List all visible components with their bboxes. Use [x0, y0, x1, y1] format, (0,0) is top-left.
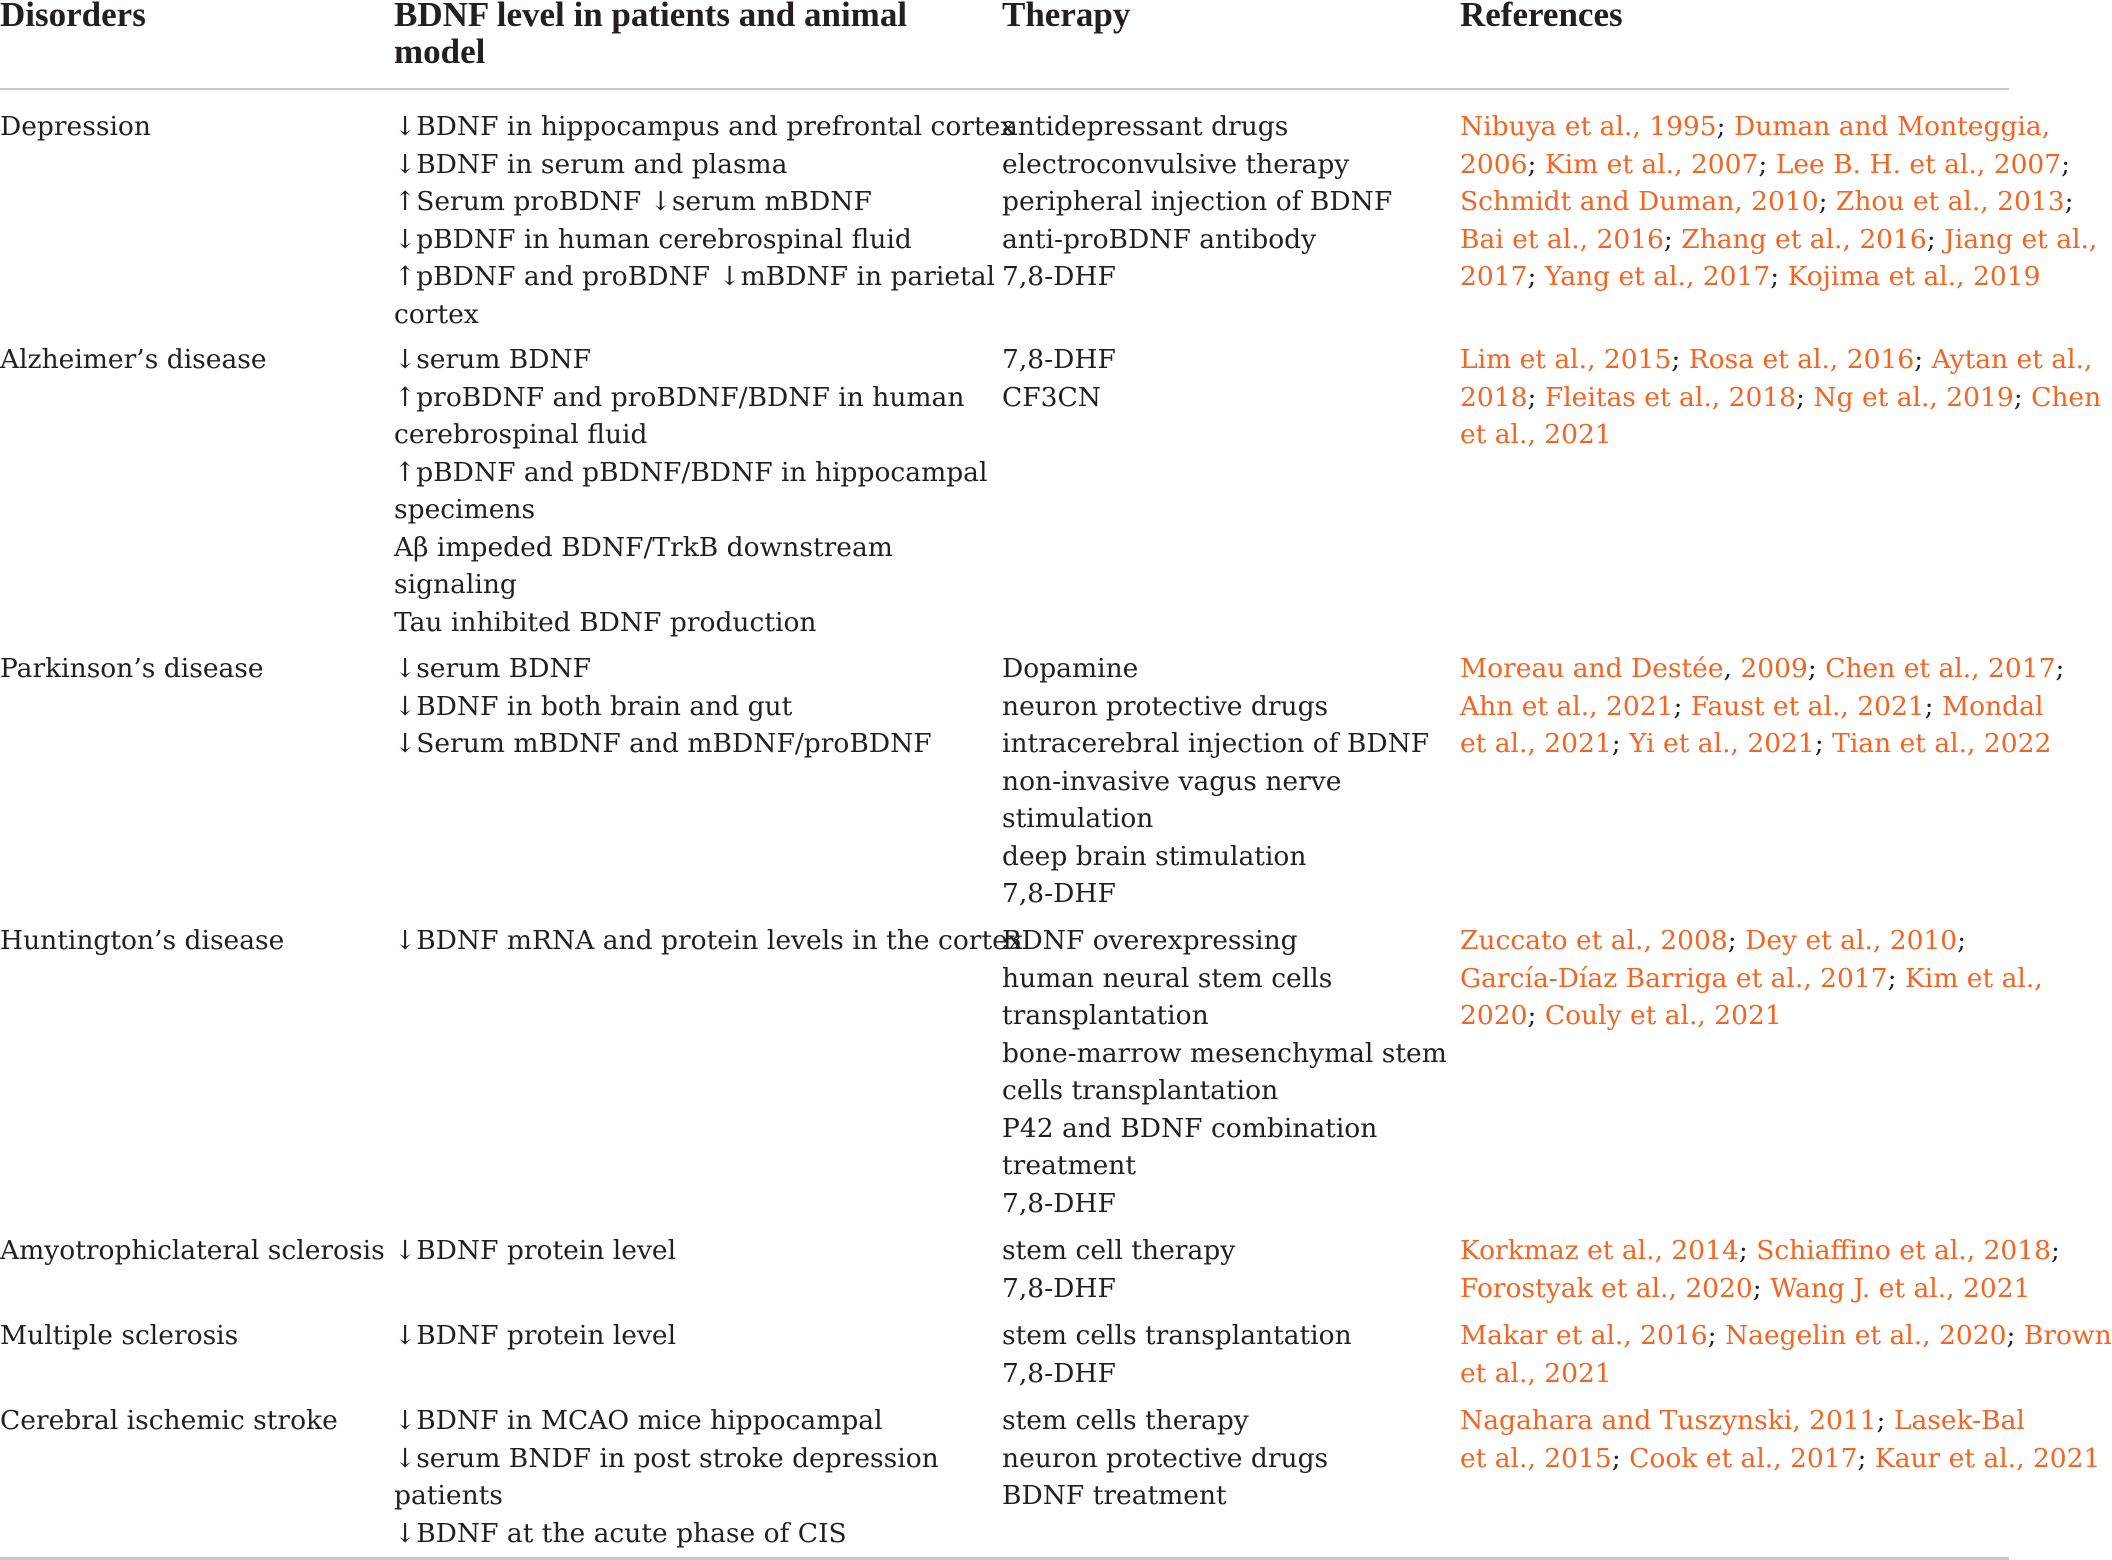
references-line: [1460, 650, 2065, 688]
bdnf-level-cell: [394, 650, 984, 763]
reference-separator: ;: [1527, 148, 1545, 180]
reference-link[interactable]: et al., 2021: [1460, 728, 1612, 759]
reference-separator: ;: [1727, 925, 1746, 956]
bdnf-level-cell-line: ↓BDNF protein level: [394, 1320, 677, 1351]
reference-link[interactable]: Zuccato et al., 2008: [1460, 925, 1728, 956]
references-line: [1460, 997, 2009, 1035]
therapy-cell-line: deep brain stimulation: [1002, 840, 1307, 872]
reference-link[interactable]: Dey et al., 2010: [1745, 925, 1958, 956]
reference-link[interactable]: Schiaffino et al., 2018: [1756, 1235, 2052, 1266]
therapy-cell-line: neuron protective drugs: [1002, 1442, 1329, 1474]
therapy-cell-line: stem cells therapy: [1002, 1405, 1249, 1436]
reference-link[interactable]: et al., 2015: [1460, 1442, 1612, 1474]
disorder-cell: Huntington’s disease: [0, 925, 285, 956]
therapy-cell: [1002, 650, 1457, 913]
reference-link[interactable]: Forostyak et al., 2020: [1460, 1272, 1753, 1304]
therapy-cell-line: antidepressant drugs: [1002, 111, 1289, 142]
reference-link[interactable]: Naegelin et al., 2020: [1724, 1320, 2007, 1351]
reference-separator: ;: [1673, 690, 1691, 722]
bdnf-level-cell-line: Aβ impeded BDNF/TrkB downstream: [394, 531, 893, 563]
therapy-cell-line: BDNF overexpressing: [1002, 925, 1298, 956]
therapy-cell-line: non-invasive vagus nerve: [1002, 765, 1342, 797]
references-line: [1460, 688, 2044, 726]
disorder-cell: Amyotrophiclateral sclerosis: [0, 1235, 385, 1266]
reference-link[interactable]: Kojima et al., 2019: [1787, 261, 2041, 292]
disorder-cell: Parkinson’s disease: [0, 653, 264, 684]
therapy-cell-line: stem cell therapy: [1002, 1235, 1236, 1266]
reference-link[interactable]: Brown: [2023, 1320, 2112, 1351]
bdnf-level-cell-line: ↓serum BDNF: [394, 653, 592, 684]
reference-separator: ;: [1716, 111, 1735, 142]
reference-link[interactable]: 2017: [1460, 261, 1528, 292]
header-bdnf-level: [394, 0, 907, 70]
therapy-cell-line: Dopamine: [1002, 653, 1139, 684]
bdnf-level-cell-line: signaling: [394, 569, 517, 600]
reference-separator: ,: [1723, 653, 1741, 684]
reference-link[interactable]: Kim et al., 2007: [1544, 148, 1759, 180]
bdnf-level-cell-line: ↑proBDNF and proBDNF/BDNF in human: [394, 381, 965, 413]
therapy-cell-line: P42 and BDNF combination: [1002, 1112, 1378, 1144]
table-header: [0, 0, 2009, 90]
reference-link[interactable]: Nibuya et al.,: [1460, 111, 1650, 142]
bdnf-level-cell-line: ↓Serum mBDNF and mBDNF/proBDNF: [394, 728, 932, 759]
bdnf-level-cell-line: ↑pBDNF and pBDNF/BDNF in hippocampal: [394, 456, 988, 488]
therapy-cell-line: treatment: [1002, 1150, 1136, 1181]
therapy-cell: [1002, 1232, 1457, 1307]
reference-link[interactable]: Zhang et al., 2016: [1681, 223, 1927, 255]
reference-link[interactable]: Ng et al., 2019: [1813, 381, 2014, 413]
reference-link[interactable]: Jiang et al.,: [1944, 223, 2098, 255]
reference-separator: ;: [1671, 344, 1689, 375]
reference-link[interactable]: Faust et al., 2021: [1690, 690, 1925, 722]
reference-link[interactable]: Wang J. et al., 2021: [1770, 1272, 2031, 1304]
disorder-cell: Depression: [0, 111, 151, 142]
reference-link[interactable]: Ahn et al., 2021: [1460, 690, 1674, 722]
reference-separator: ;: [1807, 653, 1826, 684]
therapy-cell-line: anti-proBDNF antibody: [1002, 223, 1317, 255]
references-cell: [1460, 922, 2043, 1035]
references-line: [1460, 341, 2093, 379]
therapy-cell-line: cells transplantation: [1002, 1075, 1279, 1106]
references-cell: [1460, 1317, 2112, 1392]
therapy-cell-line: CF3CN: [1002, 381, 1101, 413]
reference-link[interactable]: Chen: [2031, 381, 2102, 413]
therapy-cell-line: electroconvulsive therapy: [1002, 148, 1350, 180]
bdnf-level-cell-line: specimens: [394, 494, 536, 525]
reference-separator: ;: [1738, 1235, 1757, 1266]
reference-link[interactable]: Makar et al., 2016: [1460, 1320, 1708, 1351]
references-cell: [1460, 650, 2065, 763]
therapy-cell: [1002, 1317, 1457, 1392]
bdnf-level-cell: [394, 1232, 984, 1270]
reference-link[interactable]: Rosa et al., 2016: [1688, 344, 1915, 375]
reference-link[interactable]: Tian et al., 2022: [1832, 728, 2052, 759]
bdnf-level-cell-line: ↓BDNF in MCAO mice hippocampal: [394, 1405, 883, 1436]
therapy-cell-line: bone-marrow mesenchymal stem: [1002, 1037, 1447, 1069]
bdnf-level-cell-line: ↓BDNF in hippocampus and prefrontal cortex: [394, 111, 1016, 142]
bdnf-level-cell-line: ↓serum BNDF in post stroke depression: [394, 1442, 939, 1474]
reference-separator: ;: [1663, 223, 1682, 255]
reference-separator: ;: [1957, 925, 1967, 956]
reference-link[interactable]: 2020: [1460, 1000, 1528, 1031]
reference-link[interactable]: Lee B. H. et al., 2007: [1775, 148, 2062, 180]
reference-link[interactable]: Chen et al., 2017: [1825, 653, 2056, 684]
header-references: References: [1460, 0, 1623, 34]
reference-separator: ;: [1876, 1405, 1894, 1436]
reference-separator: ;: [1707, 1320, 1725, 1351]
reference-link[interactable]: Cook et al., 2017: [1629, 1442, 1858, 1474]
references-cell: [1460, 1232, 2060, 1307]
reference-separator: ;: [1527, 381, 1545, 413]
reference-link[interactable]: 2009: [1740, 653, 1808, 684]
reference-link[interactable]: 1995: [1649, 111, 1717, 142]
reference-link[interactable]: 2006: [1460, 148, 1528, 180]
reference-link[interactable]: Couly et al., 2021: [1544, 1000, 1782, 1031]
header-bdnf-line: BDNF level in patients and animal: [394, 0, 908, 34]
reference-separator: ;: [1857, 1442, 1875, 1474]
reference-link[interactable]: Moreau and Destée: [1460, 653, 1724, 684]
references-line: [1460, 108, 2051, 146]
reference-separator: ;: [2064, 186, 2074, 217]
reference-separator: ;: [1796, 381, 1814, 413]
therapy-cell-line: 7,8-DHF: [1002, 1272, 1116, 1304]
therapy-cell: [1002, 1402, 1457, 1515]
reference-link[interactable]: 2018: [1460, 381, 1528, 413]
therapy-cell-line: 7,8-DHF: [1002, 1187, 1116, 1219]
header-disorders: Disorders: [0, 0, 146, 34]
reference-separator: ;: [2061, 148, 2071, 180]
reference-link[interactable]: Bai et al., 2016: [1460, 223, 1664, 255]
reference-link[interactable]: et al., 2021: [1460, 1357, 1612, 1389]
disorder-cell: Cerebral ischemic stroke: [0, 1405, 338, 1436]
bdnf-level-cell-line: ↑Serum proBDNF ↓serum mBDNF: [394, 186, 872, 217]
bdnf-level-cell-line: ↓BDNF in serum and plasma: [394, 148, 788, 180]
reference-link[interactable]: García-Díaz Barriga et al., 2017: [1460, 962, 1888, 994]
reference-separator: ;: [1611, 728, 1630, 759]
references-line: [1460, 1232, 2060, 1270]
bdnf-level-cell-line: ↓BDNF at the acute phase of CIS: [394, 1517, 847, 1549]
references-line: [1460, 1317, 2112, 1355]
reference-link[interactable]: Lasek-Bal: [1893, 1405, 2025, 1436]
reference-link[interactable]: Lim et al., 2015: [1460, 344, 1672, 375]
reference-separator: ;: [2055, 653, 2065, 684]
disorder-cell: Multiple sclerosis: [0, 1320, 239, 1351]
reference-separator: ;: [1887, 962, 1905, 994]
therapy-cell-line: neuron protective drugs: [1002, 690, 1329, 722]
bdnf-level-cell-line: ↓BDNF protein level: [394, 1235, 677, 1266]
bdnf-level-cell-line: Tau inhibited BDNF production: [394, 606, 817, 638]
reference-link[interactable]: Duman and Monteggia,: [1734, 111, 2051, 142]
references-line: [1460, 960, 2043, 998]
therapy-cell-line: human neural stem cells: [1002, 962, 1333, 994]
references-line: [1460, 416, 2009, 454]
bdnf-level-cell: [394, 1317, 984, 1355]
references-line: [1460, 1355, 2009, 1393]
bdnf-level-cell-line: ↓BDNF mRNA and protein levels in the cortex: [394, 925, 1023, 956]
therapy-cell-line: 7,8-DHF: [1002, 261, 1116, 292]
references-line: [1460, 1402, 2025, 1440]
therapy-cell-line: stem cells transplantation: [1002, 1320, 1352, 1351]
references-line: [1460, 221, 2098, 259]
reference-separator: ;: [1611, 1442, 1630, 1474]
bdnf-level-cell-line: cerebrospinal fluid: [394, 419, 648, 450]
reference-separator: ;: [1752, 1272, 1771, 1304]
reference-separator: ;: [2013, 381, 2032, 413]
reference-link[interactable]: Kaur et al., 2021: [1874, 1442, 2101, 1474]
reference-separator: ;: [1924, 690, 1943, 722]
reference-link[interactable]: Aytan et al.,: [1931, 344, 2093, 375]
reference-separator: ;: [1926, 223, 1945, 255]
reference-separator: ;: [1527, 261, 1545, 292]
therapy-cell-line: stimulation: [1002, 803, 1154, 834]
reference-separator: ;: [1818, 186, 1836, 217]
reference-link[interactable]: et al., 2021: [1460, 419, 1612, 450]
references-line: [1460, 258, 2041, 296]
therapy-cell-line: 7,8-DHF: [1002, 878, 1116, 909]
references-cell: [1460, 108, 2098, 296]
header-therapy: Therapy: [1002, 0, 1131, 34]
bdnf-level-cell-line: ↓pBDNF in human cerebrospinal fluid: [394, 223, 912, 255]
bdnf-level-cell-line: ↑pBDNF and proBDNF ↓mBDNF in parietal: [394, 261, 995, 292]
reference-link[interactable]: Fleitas et al., 2018: [1544, 381, 1797, 413]
reference-separator: ;: [1914, 344, 1932, 375]
therapy-cell: [1002, 922, 1457, 1222]
bdnf-level-cell: [394, 1402, 984, 1552]
therapy-cell-line: 7,8-DHF: [1002, 344, 1116, 375]
reference-link[interactable]: Yi et al., 2021: [1629, 728, 1815, 759]
reference-separator: ;: [1770, 261, 1788, 292]
references-line: [1460, 725, 2052, 763]
bdnf-level-cell: [394, 108, 1016, 333]
reference-link[interactable]: Zhou et al., 2013: [1835, 186, 2065, 217]
therapy-cell-line: peripheral injection of BDNF: [1002, 186, 1393, 217]
reference-separator: ;: [1814, 728, 1833, 759]
reference-link[interactable]: Korkmaz et al., 2014: [1460, 1235, 1739, 1266]
reference-link[interactable]: Schmidt and Duman, 2010: [1460, 186, 1819, 217]
reference-link[interactable]: Yang et al., 2017: [1544, 261, 1771, 292]
reference-separator: ;: [1527, 1000, 1545, 1031]
reference-separator: ;: [2006, 1320, 2024, 1351]
references-line: [1460, 922, 2009, 960]
references-line: [1460, 379, 2102, 417]
bdnf-level-cell-line: ↓serum BDNF: [394, 344, 592, 375]
reference-separator: ;: [2051, 1235, 2060, 1266]
therapy-cell-line: transplantation: [1002, 1000, 1209, 1031]
therapy-cell-line: 7,8-DHF: [1002, 1357, 1116, 1389]
therapy-cell-line: BDNF treatment: [1002, 1480, 1227, 1511]
bdnf-level-cell-line: ↓BDNF in both brain and gut: [394, 690, 793, 722]
bdnf-level-cell-line: patients: [394, 1480, 503, 1511]
therapy-cell-line: intracerebral injection of BDNF: [1002, 728, 1430, 759]
reference-separator: ;: [1758, 148, 1776, 180]
therapy-cell: [1002, 108, 1457, 296]
reference-link[interactable]: Mondal: [1942, 690, 2044, 722]
disorder-cell: Alzheimer’s disease: [0, 344, 267, 375]
references-line: [1460, 183, 2074, 221]
reference-link[interactable]: Kim et al.,: [1904, 962, 2043, 994]
references-cell: [1460, 341, 2102, 454]
references-line: [1460, 1440, 2101, 1478]
references-cell: [1460, 1402, 2101, 1477]
header-bdnf-line: model: [394, 32, 486, 71]
bdnf-level-cell: [394, 922, 1023, 960]
reference-link[interactable]: Nagahara and Tuszynski, 2011: [1460, 1405, 1877, 1436]
therapy-cell: [1002, 341, 1457, 416]
references-line: [1460, 1270, 2031, 1308]
bdnf-level-cell: [394, 341, 988, 641]
references-line: [1460, 146, 2071, 184]
bdnf-level-cell-line: cortex: [394, 298, 479, 330]
